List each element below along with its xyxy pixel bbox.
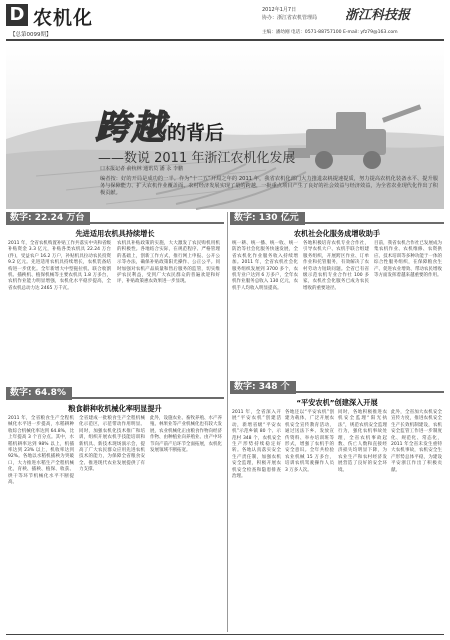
stat-banner-1 xyxy=(6,212,224,225)
stat-value: 数字: 348 个 xyxy=(230,381,296,394)
paper-logo: 浙江科技报 xyxy=(345,8,411,23)
feature-title-rest: 的背后 xyxy=(167,122,225,144)
column-divider xyxy=(227,212,228,632)
co-organizer: 协办：浙江省农机管理局 xyxy=(262,15,318,21)
stat-value: 数字: 130 亿元 xyxy=(230,212,305,225)
feature-title-emphasis: 跨越 xyxy=(95,108,167,148)
section-body: 全省建成一批粮食生产全程机械化示范区，示范带动作用明显。同时，加强农机化技术推广和培训，组织开展农机手技能培训和新机具、新技术现场演示会，提高了广大农民群众应用先进农机技术的能力，为保障全省粮食安全、推进现代农业发展提供了有力支撑。 xyxy=(79,416,145,473)
feature-title xyxy=(95,100,224,149)
section-body: 农机具补贴政策的实施，大大激发了农民购机用机的积极性。各地结合实际，在规范程序、严格管理的基础上，创新工作方式，推行网上申报、公开公示等办法，确保补贴政策阳光操作、公正公平。同时加强对农机产品质量和售后服务的监管，切实维护农民利益，受到广大农民群众的普遍欢迎和好评，补贴政策惠农效果进一步显现。 xyxy=(117,241,220,285)
edition-number: 【总第0099期】 xyxy=(10,32,52,38)
feature-byline: 口本报记者 俞杭林 通讯员 潘 永 李鹏 xyxy=(100,166,183,172)
section-headline: 农机社会化服务成增收助手 xyxy=(293,229,381,238)
section-body: 同时，各地积极推进农机安全监理“阳光执法”，规范农机安全监理行为，强化农机事故处理，全省农机事故起数、伤亡人数和直接经济损失均明显下降，为农业生产和农村经济发展营造了良好的安全环境。 xyxy=(338,410,387,473)
section-badge: D xyxy=(6,4,28,26)
editor-contact: 主编：潘幼刚 电话：0571-88757100 E-mail: yfz79@163.com xyxy=(262,30,398,35)
section-title: 农机化 xyxy=(33,7,94,29)
section-body: 统一耕、统一播、统一收、统一防治等社会化服务快速发展，全省农机化作业服务收入持续增加。2011 年，全省农机社会化服务组织发展到 3700 多个，农机专业户达到 6 万多户，全年农机作业服务总收入 130 亿元，农机手人均收入明显提高。 xyxy=(232,241,298,291)
bottom-rule xyxy=(6,634,444,635)
section-body: 2011 年，全省农机购置补贴工作共落实中央和省级补贴资金 3.3 亿元，补贴各类农机具 22.24 万台(件)，受益农户 16.2 万户，补贴机具拉动农民投资 9.2 亿元。先进适用农机具持续增长，农机装备结构进一步优化。全年新增大中型拖拉机、联合收割机、插秧机、植保机械等主要农机具 1.8 万多台，农机作业能力明显增强，农机化水平稳步提高，全省农机总动力达 2465 万千瓦。 xyxy=(8,241,113,291)
stat-value: 数字: 22.24 万台 xyxy=(6,212,90,225)
section-body: 目前，我省农机合作社已发展成为集农机作业、农机维修、农资供应、技术培训等多种功能于一体的综合性服务组织，在保障粮食生产、促进农业增效、带动农民增收等方面发挥着越来越重要的作用。 xyxy=(374,241,442,279)
stat-banner-4 xyxy=(230,381,444,394)
section-body: 各地积极培育农机专业合作社，引导农机大户、农机手联合组建服务组织，开展跨区作业、订单作业和托管服务，有效解决了农村劳动力短缺问题。全省已有省级示范农机专业合作社 100 多家，农机社会化服务已成为农民增收的重要途径。 xyxy=(303,241,369,291)
masthead-rule xyxy=(6,39,444,41)
stat-banner-3 xyxy=(6,387,224,400)
section-body: 此外，设施农业、畜牧养殖、水产养殖、林果业等产业机械化也有较大发展，农业机械化正由粮食作物向经济作物、由种植业向养殖业、由产中环节向产前产后环节全面拓展，农机化发展领域不断拓宽。 xyxy=(150,416,222,454)
stat-banner-2 xyxy=(230,212,444,225)
issue-date: 2012年1月7日 xyxy=(262,7,297,13)
section-headline: 先进适用农机具持续增长 xyxy=(75,229,155,238)
editor-note: 编者按：好的开局是成功的一半。作为“十二五”开局之年的 2011 年，我省农机化部门大力推进农机提速提质，努力提高农机化装备水平、提升服务与保障能力、扩大农机作业覆盖面、农村经济发展实现了量的跨越，一批重点项目产生了良好的社会效益与经济效益，为全省农业现代化作出了积极贡献。 xyxy=(100,176,438,196)
section-body: 2011 年，全省粮食生产全程机械化水平进一步提高，水稻耕种收综合机械化率达到 64.8%，比上年提高 3 个百分点。其中，水稻机耕率达到 98% 以上，机插率达到 23% 以上，机收率达到 92%。各地以水稻机插秧为突破口，大力推进水稻生产全程机械化，育秧、插秧、植保、收获、烘干等环节机械化水平不断提高。 xyxy=(8,416,76,486)
section-body: 各地还以“平安农机”创建为载体，广泛开展农机安全宣传教育活动，通过送法下乡、发放宣传资料、举办培训班等形式，增强了农机手的安全意识。全年共检验农业机械 15 万多台，培训农机驾驶操作人员 3 万多人次。 xyxy=(285,410,336,473)
feature-subtitle: ——数说 2011 年浙江农机化发展 xyxy=(98,151,296,166)
stat-value: 数字: 64.8% xyxy=(6,387,72,400)
section-headline: “平安农机”创建深入开展 xyxy=(296,398,378,407)
section-body: 此外，全省加大农机安全宣传力度，推进农机安全生产长效机制建设，农机安全监管工作进一步制度化、规范化、常态化，2011 年全省未发生重特大农机事故，农机安全生产形势总体平稳，为建设平安浙江作出了积极贡献。 xyxy=(391,410,442,473)
section-body: 2011 年，全省深入开展“平安农机”创建活动，新增省级“平安农机”示范乡镇 80 个、示范村 348 个，农机安全生产形势持续稳定好转。各地认真落实安全生产责任制，加强农机安全监理，积极开展农机安全检查和隐患排查治理。 xyxy=(232,410,281,480)
section-headline: 粮食耕种收机械化率明显提升 xyxy=(68,404,162,413)
